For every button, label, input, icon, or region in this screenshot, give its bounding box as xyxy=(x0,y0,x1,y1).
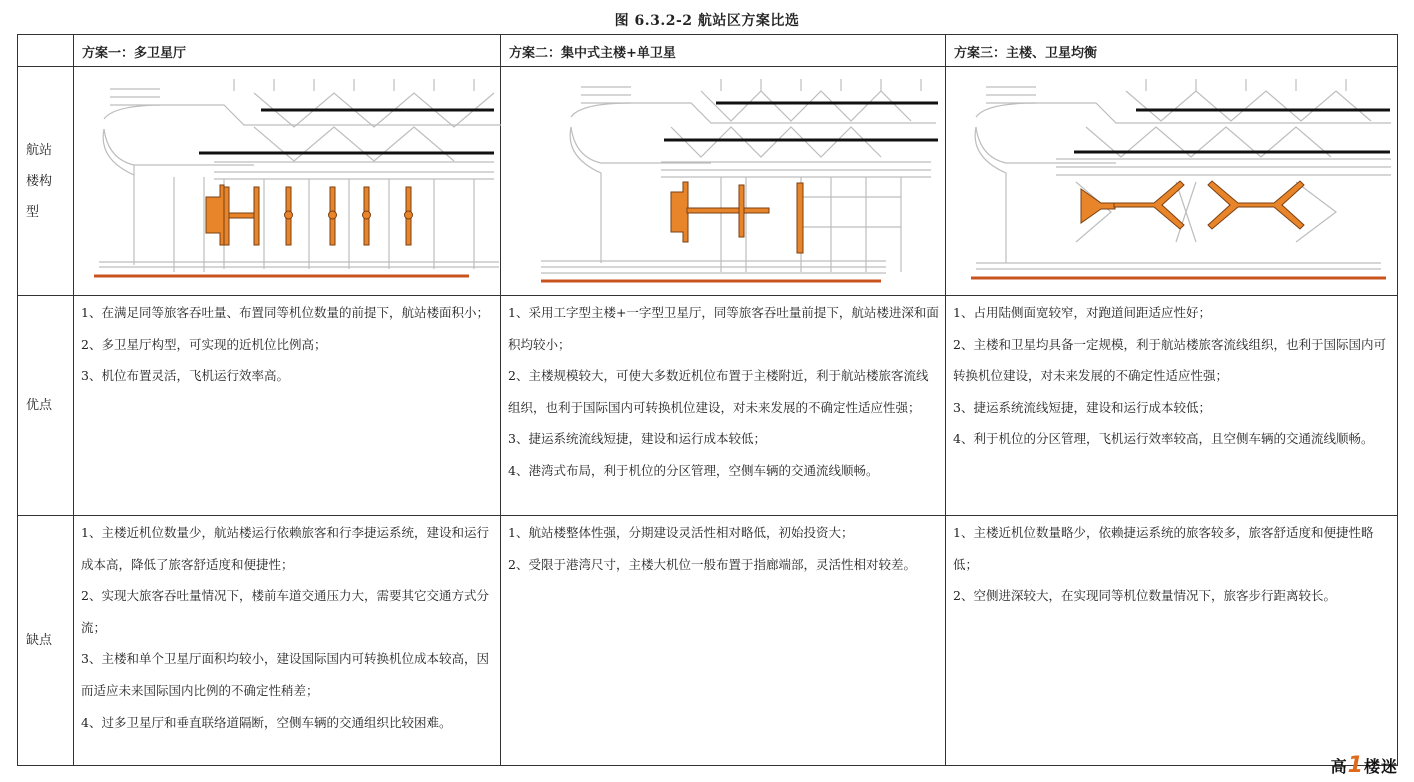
scheme2-cons-item: 1、航站楼整体性强，分期建设灵活性相对略低，初始投资大； xyxy=(508,525,854,540)
scheme1-cons-item: 4、过多卫星厅和垂直联络道隔断，空侧车辆的交通组织比较困难。 xyxy=(81,714,452,730)
scheme3-cons-item: 2、空侧进深较大，在实现同等机位数量情况下，旅客步行距离较长。 xyxy=(953,588,1336,604)
scheme3-pros-item: 4、利于机位的分区管理，飞机运行效率较高，且空侧车辆的交通流线顺畅。 xyxy=(953,431,1374,447)
scheme1-cons-item: 3、主楼和单个卫星厅面积均较小，建设国际国内可转换机位成本较高，因而适应未来国际国内比例的不确定性稍差； xyxy=(81,651,489,698)
scheme3-diagram xyxy=(946,67,1398,296)
cons-row xyxy=(18,516,1398,766)
scheme1-plan-drawing xyxy=(74,67,501,295)
scheme2-diagram xyxy=(501,67,946,296)
scheme1-pros-item: 3、机位布置灵活，飞机运行效率高。 xyxy=(81,368,289,384)
figure-title: 图 6.3.2-2 航站区方案比选 xyxy=(614,13,800,29)
corner-cell xyxy=(18,35,74,67)
scheme2-header: 方案二：集中式主楼+单卫星 xyxy=(501,35,946,67)
scheme3-header: 方案三：主楼、卫星均衡 xyxy=(946,35,1398,67)
scheme2-pros-item: 2、主楼规模较大，可使大多数近机位布置于主楼附近，利于航站楼旅客流线组织，也利于国际国内可转换机位建设，对未来发展的不确定性适应性强； xyxy=(508,368,929,415)
watermark-prefix: 高 xyxy=(1330,757,1348,776)
scheme2-plan-drawing xyxy=(501,67,946,295)
row-label-form xyxy=(18,67,74,296)
scheme3-plan-drawing xyxy=(946,67,1398,295)
scheme2-pros-item: 1、采用工字型主楼+一字型卫星厅，同等旅客吞吐量前提下，航站楼进深和面积均较小； xyxy=(508,305,939,352)
scheme1-cons-item: 2、实现大旅客吞吐量情况下，楼前车道交通压力大，需要其它交通方式分流； xyxy=(81,588,489,635)
scheme3-terminals xyxy=(1081,181,1304,229)
scheme2-terminals xyxy=(671,182,803,253)
scheme1-cons xyxy=(74,516,501,766)
scheme1-runways xyxy=(199,110,494,153)
scheme1-apron-sketch xyxy=(99,79,501,272)
scheme1-diagram xyxy=(74,67,501,296)
scheme2-cons-item: 2、受限于港湾尺寸，主楼大机位一般布置于指廊端部，灵活性相对较差。 xyxy=(508,556,916,572)
row-label-cons: 缺点 xyxy=(18,516,74,766)
watermark-logo xyxy=(1331,753,1398,778)
row-label-form-text: 航站楼构型 xyxy=(26,142,53,220)
scheme1-pros-item: 1、在满足同等旅客吞吐量、布置同等机位数量的前提下，航站楼面积小； xyxy=(81,305,489,320)
scheme3-runways xyxy=(1074,110,1390,152)
scheme3-pros-item: 3、捷运系统流线短捷，建设和运行成本较低； xyxy=(953,399,1211,415)
scheme2-pros xyxy=(501,296,946,516)
watermark-one: 1 xyxy=(1347,753,1364,778)
scheme3-pros xyxy=(946,296,1398,516)
header-row xyxy=(18,35,1398,67)
scheme2-pros-item: 3、捷运系统流线短捷，建设和运行成本较低； xyxy=(508,431,766,447)
form-row xyxy=(18,67,1398,296)
scheme1-pros xyxy=(74,296,501,516)
scheme2-apron-sketch xyxy=(541,79,936,273)
scheme3-apron-sketch xyxy=(975,79,1391,269)
scheme3-pros-item: 1、占用陆侧面宽较窄，对跑道间距适应性好； xyxy=(953,305,1211,320)
watermark-suffix: 楼迷 xyxy=(1363,757,1398,776)
scheme3-cons xyxy=(946,516,1398,766)
row-label-pros: 优点 xyxy=(18,296,74,516)
scheme1-header: 方案一：多卫星厅 xyxy=(74,35,501,67)
scheme2-runways xyxy=(664,103,938,140)
scheme3-cons-item: 1、主楼近机位数量略少，依赖捷运系统的旅客较多，旅客舒适度和便捷性略低； xyxy=(953,525,1374,572)
scheme1-pros-item: 2、多卫星厅构型，可实现的近机位比例高； xyxy=(81,336,327,352)
scheme1-cons-item: 1、主楼近机位数量少，航站楼运行依赖旅客和行李捷运系统，建设和运行成本高，降低了旅客舒适度和便捷性； xyxy=(81,525,489,572)
pros-row xyxy=(18,296,1398,516)
scheme2-cons xyxy=(501,516,946,766)
scheme2-pros-item: 4、港湾式布局，利于机位的分区管理，空侧车辆的交通流线顺畅。 xyxy=(508,462,879,478)
scheme3-pros-item: 2、主楼和卫星均具备一定规模，利于航站楼旅客流线组织，也利于国际国内可转换机位建设，对未来发展的不确定性适应性强； xyxy=(953,336,1386,384)
comparison-table xyxy=(17,34,1398,766)
